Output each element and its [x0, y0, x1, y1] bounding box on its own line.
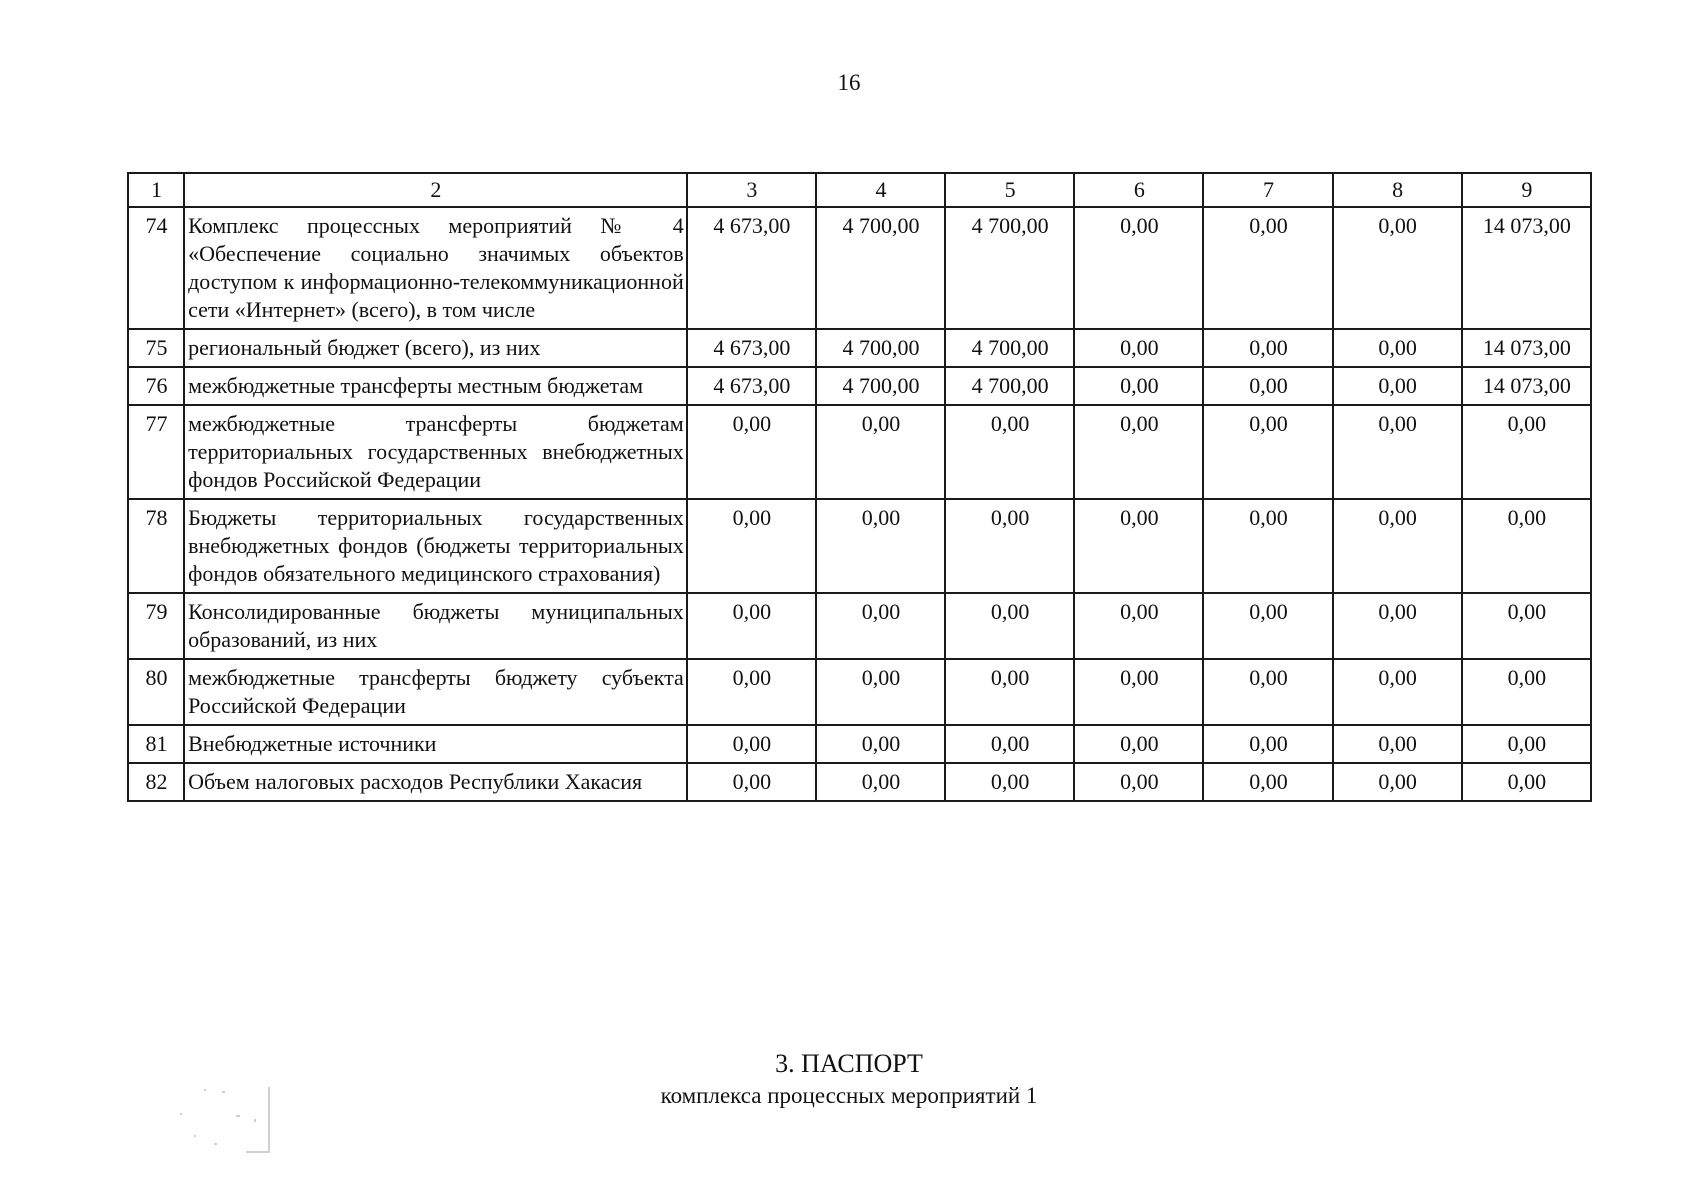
row-value: 0,00 — [1074, 659, 1203, 725]
row-value: 4 700,00 — [945, 367, 1074, 405]
row-value: 0,00 — [687, 763, 816, 801]
row-value: 4 673,00 — [687, 329, 816, 367]
table-row — [128, 763, 1591, 801]
column-header: 9 — [1462, 173, 1591, 207]
row-value: 4 700,00 — [945, 329, 1074, 367]
page-number: 16 — [837, 70, 861, 95]
column-header: 7 — [1203, 173, 1332, 207]
table-row — [128, 725, 1591, 763]
row-number: 74 — [128, 207, 184, 329]
table-row — [128, 207, 1591, 329]
column-header: 3 — [687, 173, 816, 207]
row-value: 0,00 — [1203, 329, 1332, 367]
row-number: 81 — [128, 725, 184, 763]
row-value: 0,00 — [1074, 329, 1203, 367]
column-header: 1 — [128, 173, 184, 207]
row-value: 0,00 — [1203, 659, 1332, 725]
row-value: 0,00 — [687, 593, 816, 659]
row-name: Комплекс процессных мероприятий № 4 «Обеспечение социально значимых объектов доступом к информационно-телекоммуникационной сети «Интернет» (всего), в том числе — [184, 207, 687, 329]
row-value: 14 073,00 — [1462, 329, 1591, 367]
passport-subtitle: комплекса процессных мероприятий 1 — [660, 1083, 1038, 1108]
row-value: 0,00 — [1203, 725, 1332, 763]
row-name: Консолидированные бюджеты муниципальных образований, из них — [184, 593, 687, 659]
row-value: 0,00 — [1333, 499, 1462, 593]
row-value: 0,00 — [1074, 725, 1203, 763]
row-name: межбюджетные трансферты бюджетам территориальных государственных внебюджетных фондов Российской Федерации — [184, 405, 687, 499]
row-value: 0,00 — [1074, 763, 1203, 801]
row-value: 0,00 — [1203, 499, 1332, 593]
row-value: 0,00 — [1333, 405, 1462, 499]
row-name: Бюджеты территориальных государственных внебюджетных фондов (бюджеты территориальных фондов обязательного медицинского страхования) — [184, 499, 687, 593]
row-name: региональный бюджет (всего), из них — [184, 329, 687, 367]
row-value: 0,00 — [1203, 367, 1332, 405]
row-value: 0,00 — [945, 593, 1074, 659]
row-value: 0,00 — [1462, 659, 1591, 725]
column-header: 8 — [1333, 173, 1462, 207]
row-value: 0,00 — [1462, 725, 1591, 763]
row-value: 0,00 — [1074, 207, 1203, 329]
row-value: 14 073,00 — [1462, 367, 1591, 405]
row-number: 80 — [128, 659, 184, 725]
row-value: 0,00 — [1333, 659, 1462, 725]
row-value: 0,00 — [816, 659, 945, 725]
row-name: Внебюджетные источники — [184, 725, 687, 763]
column-header: 5 — [945, 173, 1074, 207]
row-value: 4 700,00 — [816, 329, 945, 367]
row-value: 4 700,00 — [816, 207, 945, 329]
table-row — [128, 329, 1591, 367]
row-number: 79 — [128, 593, 184, 659]
row-name: межбюджетные трансферты местным бюджетам — [184, 367, 687, 405]
row-value: 0,00 — [687, 659, 816, 725]
row-value: 0,00 — [1333, 593, 1462, 659]
row-value: 0,00 — [687, 499, 816, 593]
row-value: 4 673,00 — [687, 367, 816, 405]
row-value: 0,00 — [1074, 499, 1203, 593]
row-name: Объем налоговых расходов Республики Хакасия — [184, 763, 687, 801]
row-name: межбюджетные трансферты бюджету субъекта Российской Федерации — [184, 659, 687, 725]
table-header-row — [128, 173, 1591, 207]
column-header: 4 — [816, 173, 945, 207]
column-header: 6 — [1074, 173, 1203, 207]
row-value: 14 073,00 — [1462, 207, 1591, 329]
row-value: 0,00 — [945, 763, 1074, 801]
row-value: 0,00 — [1462, 499, 1591, 593]
row-value: 0,00 — [1074, 367, 1203, 405]
row-number: 75 — [128, 329, 184, 367]
row-number: 77 — [128, 405, 184, 499]
row-value: 0,00 — [1074, 593, 1203, 659]
row-value: 0,00 — [816, 725, 945, 763]
table-row — [128, 593, 1591, 659]
row-value: 0,00 — [687, 725, 816, 763]
row-value: 0,00 — [1462, 405, 1591, 499]
row-value: 4 673,00 — [687, 207, 816, 329]
row-value: 0,00 — [1333, 329, 1462, 367]
row-value: 0,00 — [1333, 207, 1462, 329]
row-value: 0,00 — [1203, 763, 1332, 801]
row-number: 76 — [128, 367, 184, 405]
row-value: 0,00 — [1333, 367, 1462, 405]
column-header: 2 — [184, 173, 687, 207]
table-row — [128, 367, 1591, 405]
row-value: 0,00 — [945, 725, 1074, 763]
row-value: 0,00 — [1203, 405, 1332, 499]
row-value: 0,00 — [1074, 405, 1203, 499]
row-value: 0,00 — [945, 499, 1074, 593]
row-value: 0,00 — [1462, 593, 1591, 659]
passport-heading — [0, 1048, 1698, 1112]
row-value: 0,00 — [1203, 207, 1332, 329]
passport-title: 3. ПАСПОРТ — [775, 1049, 923, 1078]
row-value: 0,00 — [1333, 725, 1462, 763]
table-row — [128, 499, 1591, 593]
row-number: 78 — [128, 499, 184, 593]
row-value: 0,00 — [1203, 593, 1332, 659]
table-row — [128, 405, 1591, 499]
row-value: 0,00 — [816, 763, 945, 801]
row-value: 0,00 — [816, 405, 945, 499]
table-body — [128, 207, 1591, 801]
row-number: 82 — [128, 763, 184, 801]
row-value: 0,00 — [945, 405, 1074, 499]
row-value: 0,00 — [945, 659, 1074, 725]
row-value: 0,00 — [1462, 763, 1591, 801]
row-value: 4 700,00 — [816, 367, 945, 405]
row-value: 0,00 — [1333, 763, 1462, 801]
row-value: 4 700,00 — [945, 207, 1074, 329]
row-value: 0,00 — [687, 405, 816, 499]
table-row — [128, 659, 1591, 725]
budget-table — [127, 172, 1592, 802]
row-value: 0,00 — [816, 499, 945, 593]
row-value: 0,00 — [816, 593, 945, 659]
